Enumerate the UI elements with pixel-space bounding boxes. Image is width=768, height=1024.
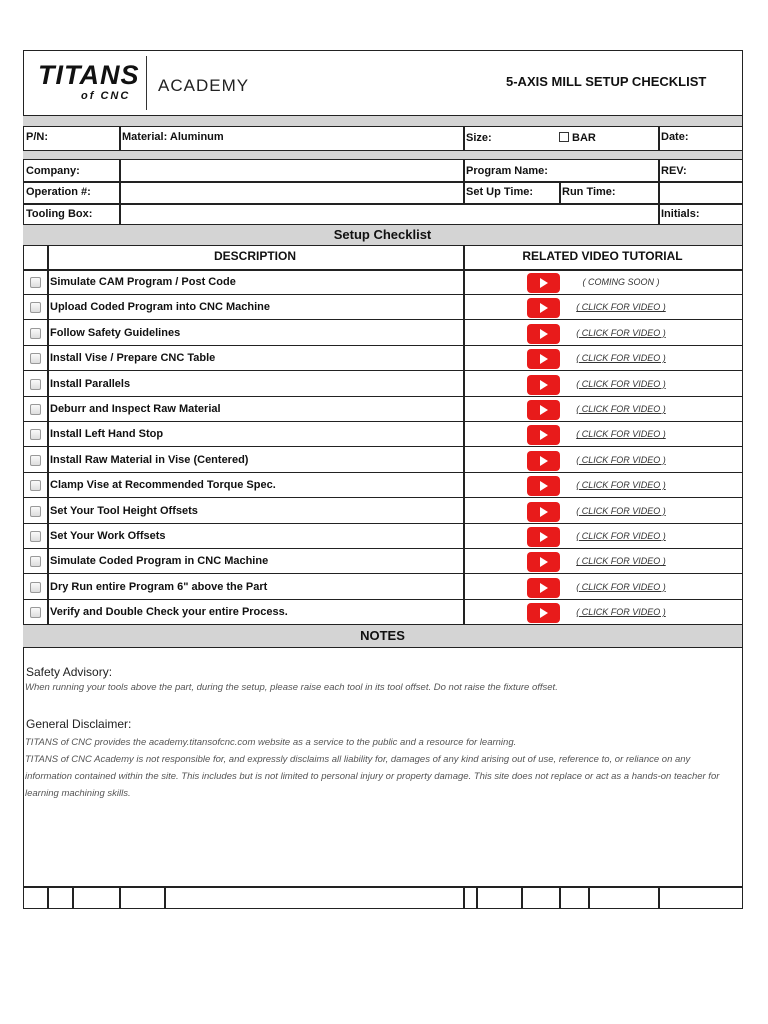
checklist-row bbox=[23, 346, 742, 371]
gray-band bbox=[23, 115, 742, 127]
item-description: Deburr and Inspect Raw Material bbox=[50, 403, 221, 415]
checkbox[interactable] bbox=[30, 531, 41, 542]
logo-main: TITANS bbox=[38, 60, 140, 90]
item-description: Simulate CAM Program / Post Code bbox=[50, 276, 236, 288]
footer-divider bbox=[47, 886, 49, 908]
video-link[interactable]: ( CLICK FOR VIDEO ) bbox=[576, 404, 666, 414]
disclaimer-text-2: TITANS of CNC Academy is not responsible for, and expressly disclaims all liability for, damages of any kind arising out of use, reference to, or reliance on any information contained within the site. This includes but is not limited to personal injury or property damage. This site does not replace or act as a hands-on teacher for learning machining skills. bbox=[25, 754, 720, 799]
youtube-play-icon[interactable] bbox=[527, 502, 560, 522]
item-description: Install Parallels bbox=[50, 377, 131, 390]
item-description: Install Left Hand Stop bbox=[50, 428, 164, 441]
program-name-label: Program Name: bbox=[466, 165, 548, 177]
checkbox[interactable] bbox=[30, 506, 41, 517]
footer-divider bbox=[658, 886, 660, 908]
checklist-row bbox=[23, 295, 742, 320]
checkbox[interactable] bbox=[30, 328, 41, 339]
checklist-row bbox=[23, 397, 742, 422]
video-link[interactable]: ( CLICK FOR VIDEO ) bbox=[576, 327, 666, 338]
material-label: Material: Aluminum bbox=[122, 131, 224, 143]
item-description: Install Vise / Prepare CNC Table bbox=[50, 352, 216, 365]
description-header: DESCRIPTION bbox=[213, 249, 296, 263]
checklist-row bbox=[23, 448, 742, 473]
video-header: RELATED VIDEO TUTORIAL bbox=[522, 249, 683, 263]
setup-checklist-heading: Setup Checklist bbox=[23, 224, 742, 246]
footer-divider bbox=[559, 886, 561, 908]
item-description: Upload Coded Program into CNC Machine bbox=[50, 301, 271, 314]
item-description: Install Raw Material in Vise (Centered) bbox=[50, 453, 249, 466]
bar-label: BAR bbox=[572, 132, 596, 144]
youtube-play-icon[interactable] bbox=[527, 451, 560, 471]
academy-label: ACADEMY bbox=[158, 76, 250, 95]
company-label: Company: bbox=[26, 165, 80, 177]
logo bbox=[38, 60, 140, 102]
footer-divider bbox=[463, 886, 465, 908]
youtube-play-icon[interactable] bbox=[527, 375, 560, 395]
youtube-play-icon[interactable] bbox=[527, 552, 560, 572]
operation-label: Operation #: bbox=[26, 186, 91, 198]
youtube-play-icon[interactable] bbox=[527, 349, 560, 369]
run-time-label: Run Time: bbox=[562, 186, 616, 198]
footer-divider bbox=[521, 886, 523, 908]
youtube-play-icon[interactable] bbox=[527, 476, 560, 496]
video-link[interactable]: ( CLICK FOR VIDEO ) bbox=[576, 531, 666, 541]
checkbox[interactable] bbox=[30, 379, 41, 390]
youtube-play-icon[interactable] bbox=[527, 425, 560, 445]
checklist-row bbox=[23, 473, 742, 498]
checkbox[interactable] bbox=[30, 429, 41, 440]
checklist-row bbox=[23, 575, 742, 600]
youtube-play-icon[interactable] bbox=[527, 298, 560, 318]
video-link[interactable]: ( CLICK FOR VIDEO ) bbox=[576, 556, 666, 567]
checklist-row bbox=[23, 600, 742, 625]
video-link[interactable]: ( CLICK FOR VIDEO ) bbox=[576, 607, 666, 618]
footer-divider bbox=[119, 886, 121, 908]
item-description: Set Your Work Offsets bbox=[50, 530, 166, 542]
checklist-row bbox=[23, 372, 742, 397]
footer-divider bbox=[72, 886, 74, 908]
youtube-play-icon[interactable] bbox=[527, 324, 560, 344]
checklist-row bbox=[23, 499, 742, 524]
item-description: Simulate Coded Program in CNC Machine bbox=[50, 555, 269, 568]
item-description: Verify and Double Check your entire Process. bbox=[50, 606, 288, 619]
checkbox[interactable] bbox=[30, 277, 41, 288]
item-description: Clamp Vise at Recommended Torque Spec. bbox=[50, 479, 276, 492]
safety-heading: Safety Advisory: bbox=[26, 665, 113, 679]
checklist-row bbox=[23, 270, 742, 295]
checkbox[interactable] bbox=[30, 404, 41, 415]
item-description: Follow Safety Guidelines bbox=[50, 326, 181, 339]
notes-heading: NOTES bbox=[23, 625, 742, 648]
item-description: Dry Run entire Program 6" above the Part bbox=[50, 580, 268, 593]
video-link[interactable]: ( CLICK FOR VIDEO ) bbox=[576, 505, 666, 516]
video-link[interactable]: ( CLICK FOR VIDEO ) bbox=[576, 378, 666, 389]
checklist-row bbox=[23, 524, 742, 549]
logo-divider bbox=[146, 56, 147, 110]
logo-sub: of CNC bbox=[81, 90, 131, 102]
safety-text: When running your tools above the part, during the setup, please raise each tool in its tool offset. Do not raise the fixture offset. bbox=[25, 682, 558, 693]
video-link[interactable]: ( CLICK FOR VIDEO ) bbox=[576, 454, 666, 465]
checkbox[interactable] bbox=[30, 353, 41, 364]
video-link[interactable]: ( CLICK FOR VIDEO ) bbox=[576, 581, 666, 592]
youtube-play-icon[interactable] bbox=[527, 400, 560, 420]
checkbox[interactable] bbox=[30, 480, 41, 491]
bar-checkbox[interactable] bbox=[559, 132, 569, 142]
youtube-play-icon[interactable] bbox=[527, 273, 560, 293]
checkbox[interactable] bbox=[30, 582, 41, 593]
checklist-row bbox=[23, 321, 742, 346]
video-link[interactable]: ( CLICK FOR VIDEO ) bbox=[576, 429, 666, 440]
initials-label: Initials: bbox=[661, 208, 700, 220]
youtube-play-icon[interactable] bbox=[527, 527, 560, 547]
checkbox[interactable] bbox=[30, 556, 41, 567]
gray-band bbox=[23, 150, 742, 160]
disclaimer-text-1: TITANS of CNC provides the academy.titansofcnc.com website as a service to the public and a resource for learning. bbox=[25, 737, 517, 748]
video-link[interactable]: ( CLICK FOR VIDEO ) bbox=[576, 302, 666, 313]
checkbox[interactable] bbox=[30, 302, 41, 313]
video-link[interactable]: ( CLICK FOR VIDEO ) bbox=[576, 480, 666, 491]
youtube-play-icon[interactable] bbox=[527, 603, 560, 623]
disclaimer-heading: General Disclaimer: bbox=[26, 717, 132, 731]
checklist-row bbox=[23, 549, 742, 574]
checkbox[interactable] bbox=[30, 607, 41, 618]
checklist-row bbox=[23, 422, 742, 447]
footer-divider bbox=[164, 886, 166, 908]
youtube-play-icon[interactable] bbox=[527, 578, 560, 598]
setup-time-label: Set Up Time: bbox=[466, 186, 534, 198]
rev-label: REV: bbox=[661, 165, 687, 177]
item-description: Set Your Tool Height Offsets bbox=[50, 504, 198, 517]
footer-divider bbox=[588, 886, 590, 908]
footer-divider bbox=[476, 886, 478, 908]
video-link[interactable]: ( CLICK FOR VIDEO ) bbox=[576, 353, 666, 364]
size-label: Size: bbox=[466, 132, 492, 144]
video-link: ( COMING SOON ) bbox=[582, 277, 660, 287]
checkbox[interactable] bbox=[30, 455, 41, 466]
date-label: Date: bbox=[661, 131, 689, 143]
page-title: 5-AXIS MILL SETUP CHECKLIST bbox=[506, 74, 707, 89]
tooling-box-label: Tooling Box: bbox=[26, 208, 93, 220]
pn-label: P/N: bbox=[26, 131, 48, 143]
